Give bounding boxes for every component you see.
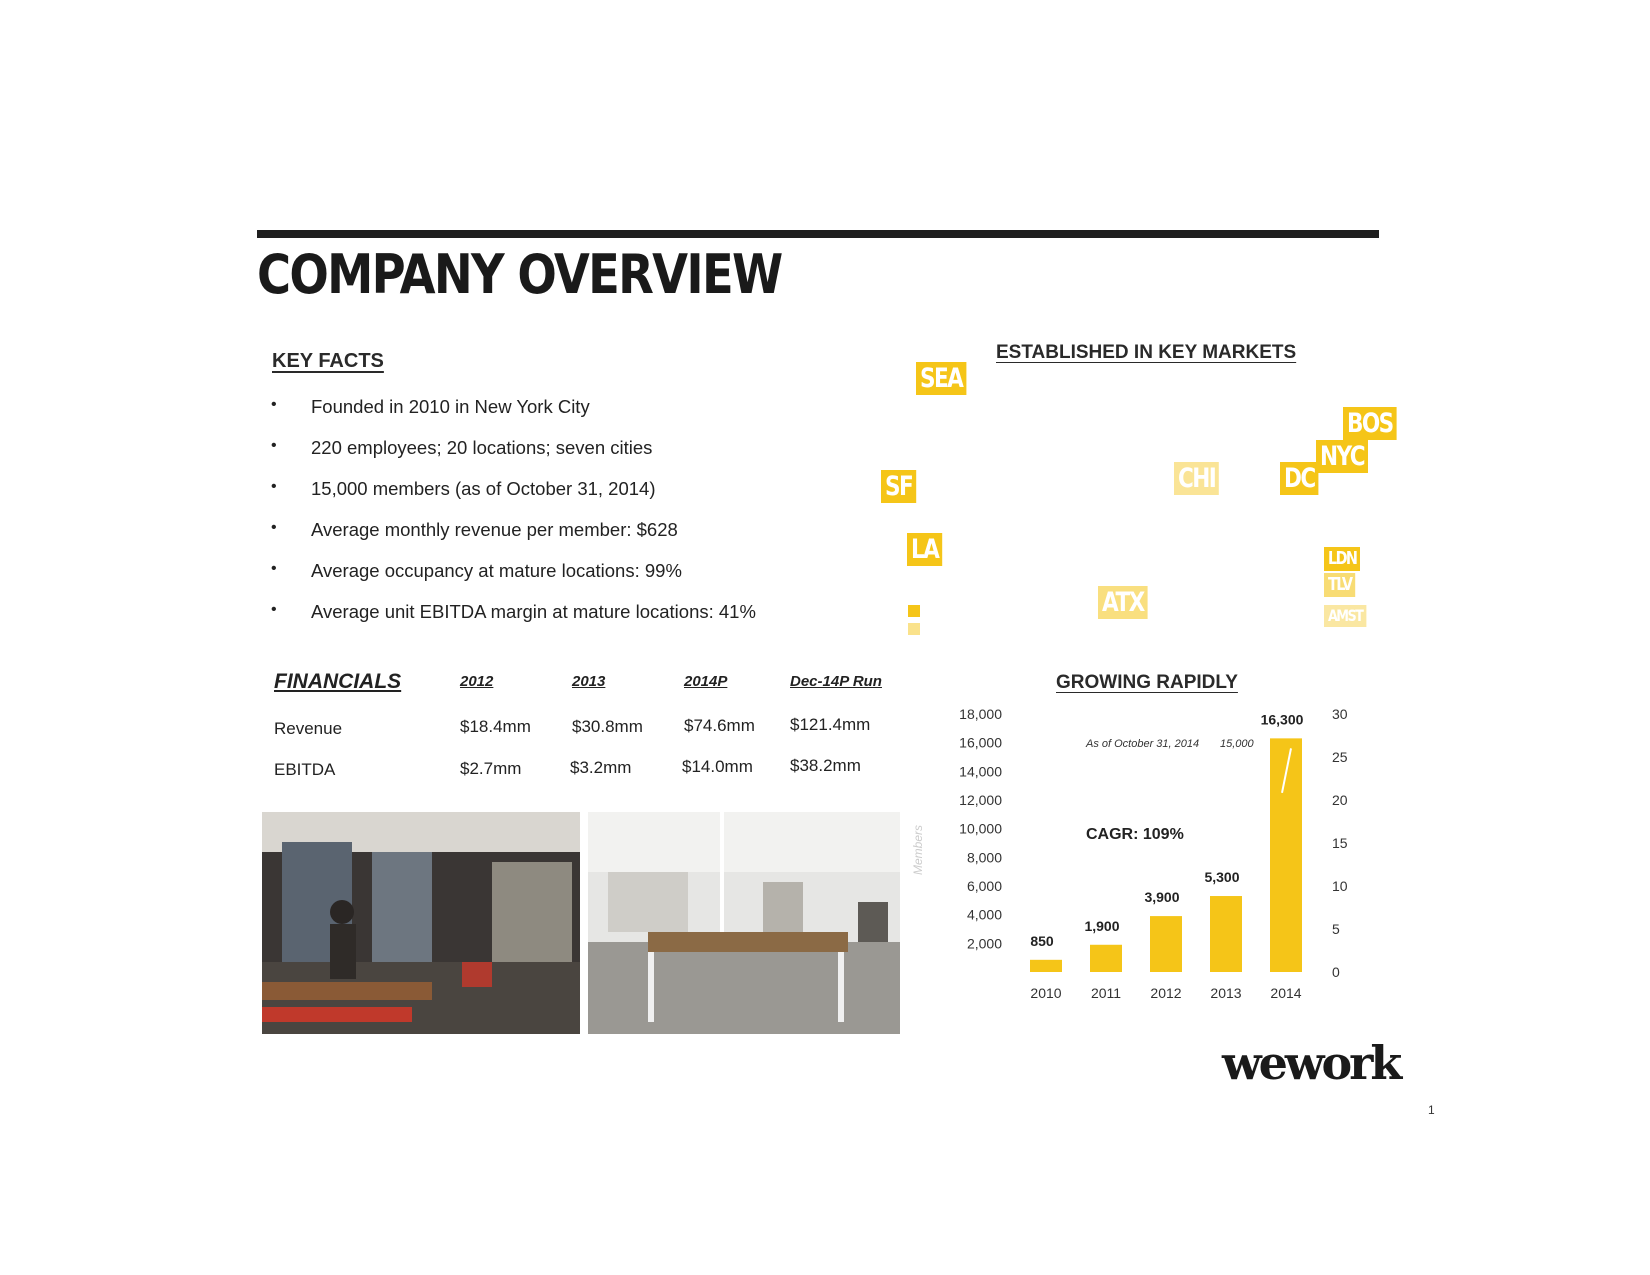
y2-tick-label: 25 <box>1332 749 1348 765</box>
y-tick-label: 18,000 <box>959 706 1002 722</box>
list-item: • Average unit EBITDA margin at mature locations: 41% <box>271 601 756 642</box>
legend-swatch <box>908 623 920 635</box>
list-item: • Average occupancy at mature locations: 99% <box>271 560 756 601</box>
bar-value-label: 16,300 <box>1260 711 1304 728</box>
key-facts-heading: KEY FACTS <box>272 350 384 372</box>
city-label-bos: BOS <box>1343 407 1397 440</box>
y-tick-label: 6,000 <box>966 878 1002 894</box>
financials-row-label: EBITDA <box>274 760 336 779</box>
financials-heading: FINANCIALS <box>274 670 402 693</box>
financials-cell: $14.0mm <box>682 757 753 776</box>
x-tick-label: 2013 <box>1210 985 1242 1001</box>
city-label-sea: SEA <box>916 362 966 395</box>
growth-chart <box>900 690 1400 1050</box>
legend-swatch <box>908 605 920 617</box>
list-item: • 220 employees; 20 locations; seven cities <box>271 437 756 478</box>
city-label-ldn: LDN <box>1324 547 1360 571</box>
y2-tick-label: 30 <box>1332 706 1348 722</box>
x-tick-label: 2014 <box>1270 985 1302 1001</box>
financials-cell: $2.7mm <box>460 759 522 778</box>
y-tick-label: 2,000 <box>966 935 1002 952</box>
city-label-chi: CHI <box>1174 462 1219 495</box>
chart-title: GROWING RAPIDLY <box>1056 672 1238 693</box>
city-label-dc: DC <box>1280 462 1319 495</box>
list-item: • Average monthly revenue per member: $628 <box>271 519 756 560</box>
y-tick-label: 4,000 <box>966 906 1002 923</box>
city-label-amst: AMST <box>1324 605 1366 627</box>
wework-logo: wework <box>1222 1036 1400 1090</box>
bar-value-label: 1,900 <box>1084 917 1120 934</box>
bar-value-label: 3,900 <box>1144 889 1180 906</box>
y2-tick-label: 15 <box>1332 835 1348 851</box>
city-label-tlv: TLV <box>1324 573 1355 597</box>
financials-cell: $38.2mm <box>790 756 861 775</box>
financials-cell: $30.8mm <box>572 717 643 736</box>
title-rule <box>257 230 1379 238</box>
bar-value-label: 5,300 <box>1204 869 1240 886</box>
financials-col-header: 2013 <box>572 673 606 690</box>
y-tick-label: 14,000 <box>959 763 1002 780</box>
key-facts-list <box>271 396 756 642</box>
y2-tick-label: 5 <box>1332 921 1340 937</box>
bar <box>1090 945 1122 972</box>
markets-heading: ESTABLISHED IN KEY MARKETS <box>996 342 1297 363</box>
financials-cell: $74.6mm <box>684 716 755 735</box>
list-item: • Founded in 2010 in New York City <box>271 396 756 437</box>
city-label-sf: SF <box>881 470 916 503</box>
x-tick-label: 2011 <box>1090 985 1122 1001</box>
page-title: COMPANY OVERVIEW <box>257 243 782 306</box>
city-label-atx: ATX <box>1098 586 1148 619</box>
office-photo <box>262 812 580 1034</box>
bar <box>1150 916 1182 972</box>
y2-tick-label: 20 <box>1332 792 1348 808</box>
financials-col-header: 2014P <box>684 673 728 690</box>
office-photo <box>588 812 900 1034</box>
city-label-nyc: NYC <box>1316 440 1368 473</box>
financials-col-header: 2012 <box>460 673 494 690</box>
financials-cell: $18.4mm <box>460 717 531 736</box>
y-tick-label: 16,000 <box>959 734 1002 751</box>
y-axis-label: Members <box>911 824 925 876</box>
financials-col-header: Dec-14P Run <box>790 673 882 690</box>
y-tick-label: 8,000 <box>966 849 1002 866</box>
y2-tick-label: 0 <box>1332 964 1340 980</box>
y2-tick-label: 10 <box>1332 878 1348 894</box>
financials-cell: $3.2mm <box>570 758 632 777</box>
page-number: 1 <box>1428 1103 1435 1117</box>
x-tick-label: 2012 <box>1150 985 1182 1001</box>
list-item: • 15,000 members (as of October 31, 2014) <box>271 478 756 519</box>
y-tick-label: 12,000 <box>959 792 1002 808</box>
annotation-text: As of October 31, 2014 <box>1086 738 1200 750</box>
bar <box>1030 960 1062 972</box>
x-tick-label: 2010 <box>1030 985 1062 1001</box>
city-label-la: LA <box>907 533 942 566</box>
y-tick-label: 10,000 <box>959 820 1002 837</box>
financials-row-label: Revenue <box>274 719 343 738</box>
bar <box>1210 896 1242 972</box>
annotation-value: 15,000 <box>1220 738 1254 750</box>
financials-cell: $121.4mm <box>790 715 871 734</box>
cagr-label: CAGR: 109% <box>1086 825 1184 843</box>
bar-value-label: 850 <box>1030 932 1054 949</box>
